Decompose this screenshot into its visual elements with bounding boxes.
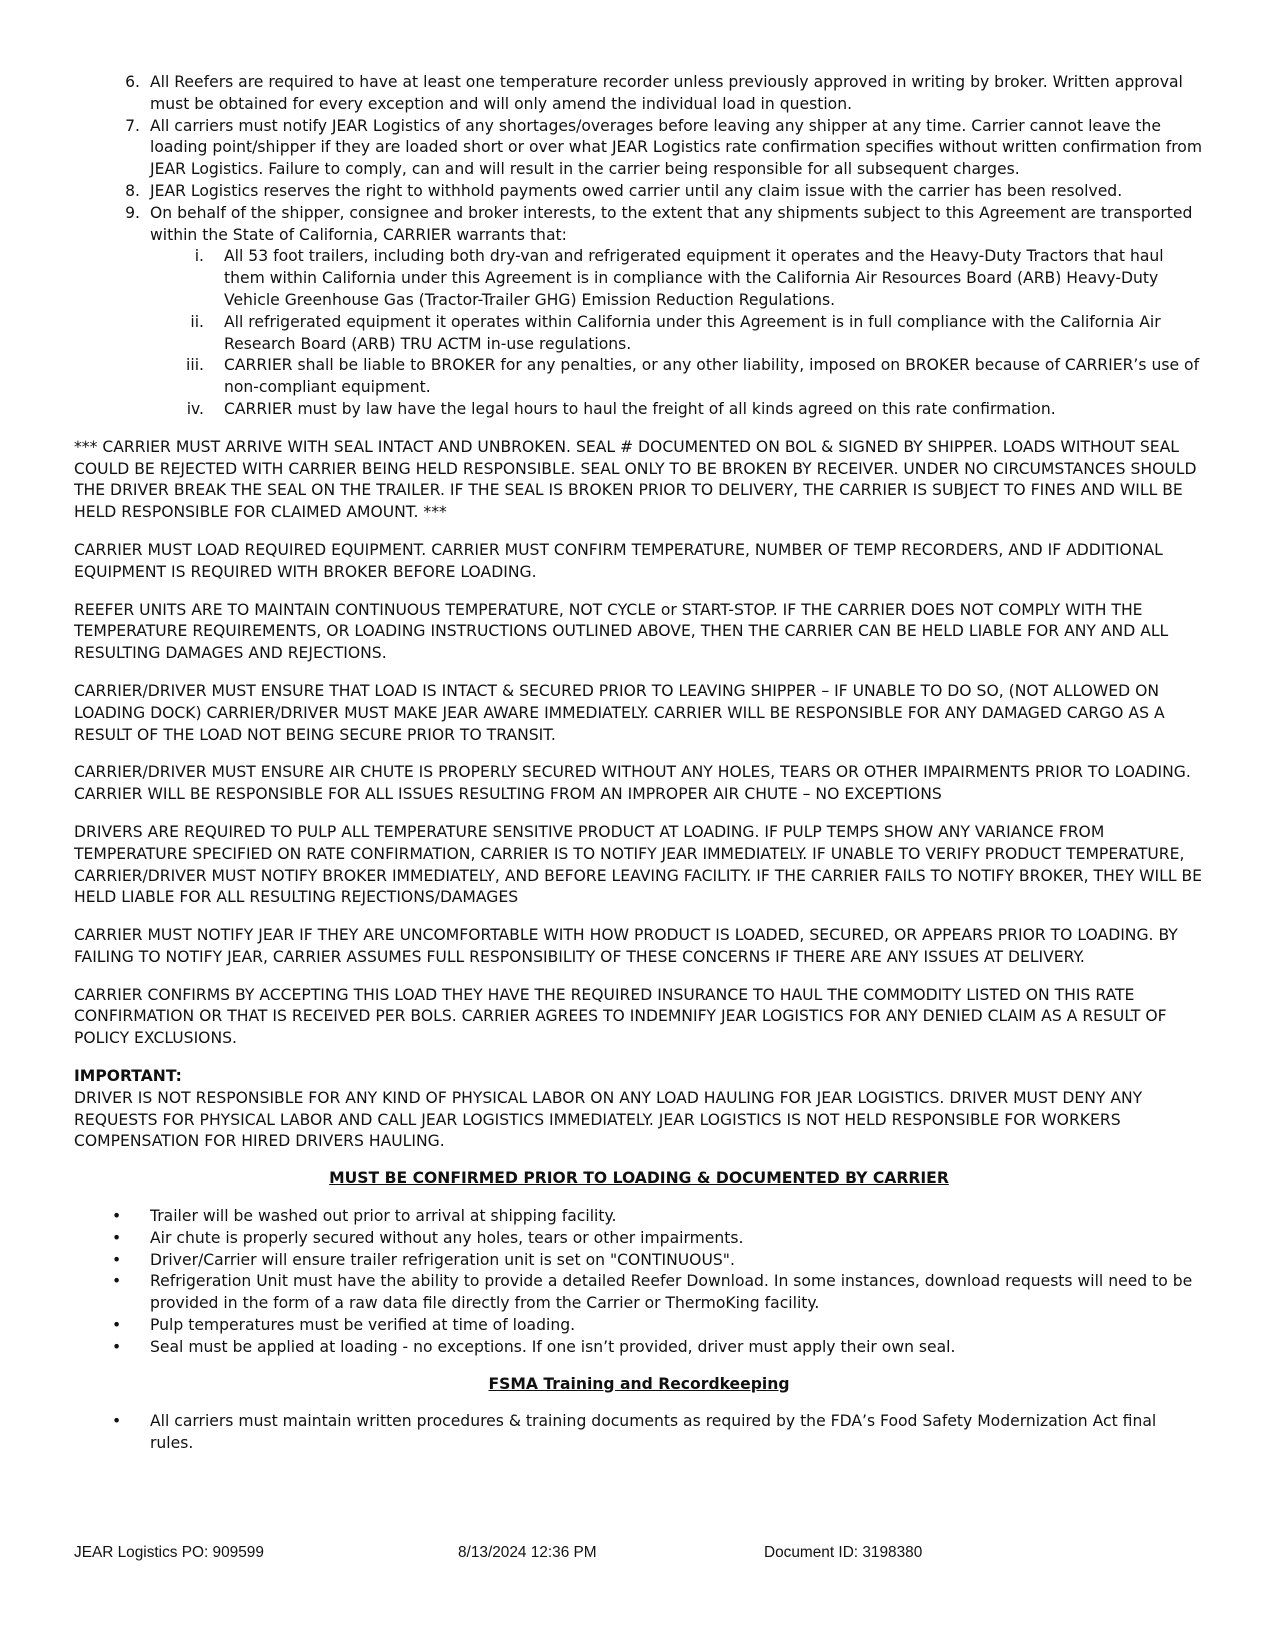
equipment-paragraph: CARRIER MUST LOAD REQUIRED EQUIPMENT. CARRIER MUST CONFIRM TEMPERATURE, NUMBER OF TEMP RECORDERS, AND IF ADDITIONAL EQUIPMENT IS REQUIRED WITH BROKER BEFORE LOADING. [74,540,1163,581]
list-item [74,1228,1204,1250]
list-item [74,1271,1204,1315]
confirm-bullet-list [74,1206,1204,1359]
bullet-icon: • [112,1337,122,1356]
bullet-text: Driver/Carrier will ensure trailer refrigeration unit is set on "CONTINUOUS". [150,1250,735,1269]
insurance-paragraph: CARRIER CONFIRMS BY ACCEPTING THIS LOAD THEY HAVE THE REQUIRED INSURANCE TO HAUL THE COMMODITY LISTED ON THIS RATE CONFIRMATION OR THAT IS RECEIVED PER BOLS. CARRIER AGREES TO INDEMNIFY JEAR LOGISTICS FOR ANY DENIED CLAIM AS A RESULT OF POLICY EXCLUSIONS. [74,985,1167,1048]
list-item [74,1411,1204,1455]
seal-paragraph: *** CARRIER MUST ARRIVE WITH SEAL INTACT AND UNBROKEN. SEAL # DOCUMENTED ON BOL & SIGNED BY SHIPPER. LOADS WITHOUT SEAL COULD BE REJECTED WITH CARRIER BEING HELD RESPONSIBLE. SEAL ONLY TO BE BROKEN BY RECEIVER. UNDER NO CIRCUMSTANCES SHOULD THE DRIVER BREAK THE SEAL ON THE TRAILER. IF THE SEAL IS BROKEN PRIOR TO DELIVERY, THE CARRIER IS SUBJECT TO FINES AND WILL BE HELD RESPONSIBLE FOR CLAIMED AMOUNT. *** [74,437,1197,522]
reefer-paragraph: REEFER UNITS ARE TO MAINTAIN CONTINUOUS TEMPERATURE, NOT CYCLE or START-STOP. IF THE CARRIER DOES NOT COMPLY WITH THE TEMPERATURE REQUIREMENTS, OR LOADING INSTRUCTIONS OUTLINED ABOVE, THEN THE CARRIER CAN BE HELD LIABLE FOR ANY AND ALL RESULTING DAMAGES AND REJECTIONS. [74,600,1169,663]
bullet-icon: • [112,1272,122,1291]
bullet-text: All carriers must maintain written procedures & training documents as required by the FDA’s Food Safety Modernization Act final rules. [150,1412,1157,1453]
item-text: All Reefers are required to have at least one temperature recorder unless previously approved in writing by broker. Written approval must be obtained for every exception and will only amend the individual load in question. [150,73,1183,113]
item-number: 7. [125,116,140,135]
pulp-paragraph: DRIVERS ARE REQUIRED TO PULP ALL TEMPERATURE SENSITIVE PRODUCT AT LOADING. IF PULP TEMPS SHOW ANY VARIANCE FROM TEMPERATURE SPECIFIED ON RATE CONFIRMATION, CARRIER IS TO NOTIFY JEAR IMMEDIATELY. IF UNABLE TO VERIFY PRODUCT TEMPERATURE, CARRIER/DRIVER MUST NOTIFY BROKER IMMEDIATELY, AND BEFORE LEAVING FACILITY. IF THE CARRIER FAILS TO NOTIFY BROKER, THEY WILL BE HELD LIABLE FOR ALL RESULTING REJECTIONS/DAMAGES [74,822,1203,907]
item-number: 6. [125,73,140,91]
important-heading: IMPORTANT: [74,1067,182,1086]
sub-item-ii [74,312,1204,356]
sub-item-number: iii. [186,356,204,375]
footer-datetime: 8/13/2024 12:36 PM [458,1544,597,1561]
sub-item-text: CARRIER must by law have the legal hours to haul the freight of all kinds agreed on this rate confirmation. [224,399,1056,418]
notify-paragraph: CARRIER MUST NOTIFY JEAR IF THEY ARE UNCOMFORTABLE WITH HOW PRODUCT IS LOADED, SECURED, OR APPEARS PRIOR TO LOADING. BY FAILING TO NOTIFY JEAR, CARRIER ASSUMES FULL RESPONSIBILITY OF THESE CONCERNS IF THERE ARE ANY ISSUES AT DELIVERY. [74,926,1178,966]
sub-item-iv [74,399,1204,421]
bullet-text: Pulp temperatures must be verified at time of loading. [150,1316,576,1335]
bullet-icon: • [112,1207,122,1226]
sub-item-number: i. [194,247,204,266]
numbered-item-9 [74,203,1204,247]
bullet-text: Trailer will be washed out prior to arrival at shipping facility. [150,1207,617,1226]
bullet-icon: • [112,1228,122,1247]
sub-item-iii [74,355,1204,399]
bullet-icon: • [112,1412,122,1431]
bullet-text: Air chute is properly secured without any holes, tears or other impairments. [150,1228,744,1247]
bullet-icon: • [112,1316,122,1335]
list-item [74,1250,1204,1272]
document-body [74,72,1204,1455]
list-item [74,1337,1204,1359]
item-number: 9. [125,203,140,222]
sub-item-i [74,246,1204,311]
bullet-text: Refrigeration Unit must have the ability to provide a detailed Reefer Download. In some instances, download requests will need to be provided in the form of a raw data file directly from the Carrier or ThermoKing facility. [150,1272,1193,1313]
bullet-icon: • [112,1250,122,1269]
page-footer [74,1544,1204,1566]
sub-item-number: iv. [186,399,204,418]
sub-item-text: All refrigerated equipment it operates within California under this Agreement is in full compliance with the California Air Research Board (ARB) TRU ACTM in-use regulations. [224,312,1161,353]
list-item [74,1315,1204,1337]
load-secure-paragraph: CARRIER/DRIVER MUST ENSURE THAT LOAD IS INTACT & SECURED PRIOR TO LEAVING SHIPPER – IF UNABLE TO DO SO, (NOT ALLOWED ON LOADING DOCK) CARRIER/DRIVER MUST MAKE JEAR AWARE IMMEDIATELY. CARRIER WILL BE RESPONSIBLE FOR ANY DAMAGED CARGO AS A RESULT OF THE LOAD NOT BEING SECURE PRIOR TO TRANSIT. [74,681,1165,744]
important-text: DRIVER IS NOT RESPONSIBLE FOR ANY KIND OF PHYSICAL LABOR ON ANY LOAD HAULING FOR JEAR LOGISTICS. DRIVER MUST DENY ANY REQUESTS FOR PHYSICAL LABOR AND CALL JEAR LOGISTICS IMMEDIATELY. JEAR LOGISTICS IS NOT HELD RESPONSIBLE FOR WORKERS COMPENSATION FOR HIRED DRIVERS HAULING. [74,1088,1143,1151]
sub-item-text: All 53 foot trailers, including both dry-van and refrigerated equipment it operates and the Heavy-Duty Tractors that haul them within California under this Agreement is in compliance with the California Air Resources Board (ARB) Heavy-Duty Vehicle Greenhouse Gas (Tractor-Trailer GHG) Emission Reduction Regulations. [224,247,1164,309]
footer-po-number: JEAR Logistics PO: 909599 [74,1544,264,1561]
footer-document-id: Document ID: 3198380 [764,1544,923,1561]
fsma-section-heading: FSMA Training and Recordkeeping [488,1374,790,1393]
item-text: All carriers must notify JEAR Logistics of any shortages/overages before leaving any shipper at any time. Carrier cannot leave the loading point/shipper if they are loaded short or over what JEAR Logistics rate confirmation specifies without written confirmation from JEAR Logistics. Failure to comply, can and will result in the carrier being responsible for all subsequent charges. [150,116,1203,179]
air-chute-paragraph: CARRIER/DRIVER MUST ENSURE AIR CHUTE IS PROPERLY SECURED WITHOUT ANY HOLES, TEARS OR OTHER IMPAIRMENTS PRIOR TO LOADING. CARRIER WILL BE RESPONSIBLE FOR ALL ISSUES RESULTING FROM AN IMPROPER AIR CHUTE – NO EXCEPTIONS [74,763,1191,804]
numbered-item-7 [74,116,1204,181]
item-number: 8. [125,181,140,200]
numbered-item-8 [74,181,1204,203]
sub-item-number: ii. [190,312,204,331]
numbered-item-6 [74,72,1204,116]
bullet-text: Seal must be applied at loading - no exceptions. If one isn’t provided, driver must apply their own seal. [150,1337,956,1356]
item-text: On behalf of the shipper, consignee and broker interests, to the extent that any shipments subject to this Agreement are transported within the State of California, CARRIER warrants that: [150,203,1193,244]
list-item [74,1206,1204,1228]
numbered-list [74,72,1204,421]
sub-item-text: CARRIER shall be liable to BROKER for any penalties, or any other liability, imposed on BROKER because of CARRIER’s use of non-compliant equipment. [224,356,1200,397]
confirm-section-heading: MUST BE CONFIRMED PRIOR TO LOADING & DOCUMENTED BY CARRIER [329,1169,949,1188]
fsma-bullet-list [74,1411,1204,1455]
item-text: JEAR Logistics reserves the right to withhold payments owed carrier until any claim issue with the carrier has been resolved. [150,181,1123,200]
